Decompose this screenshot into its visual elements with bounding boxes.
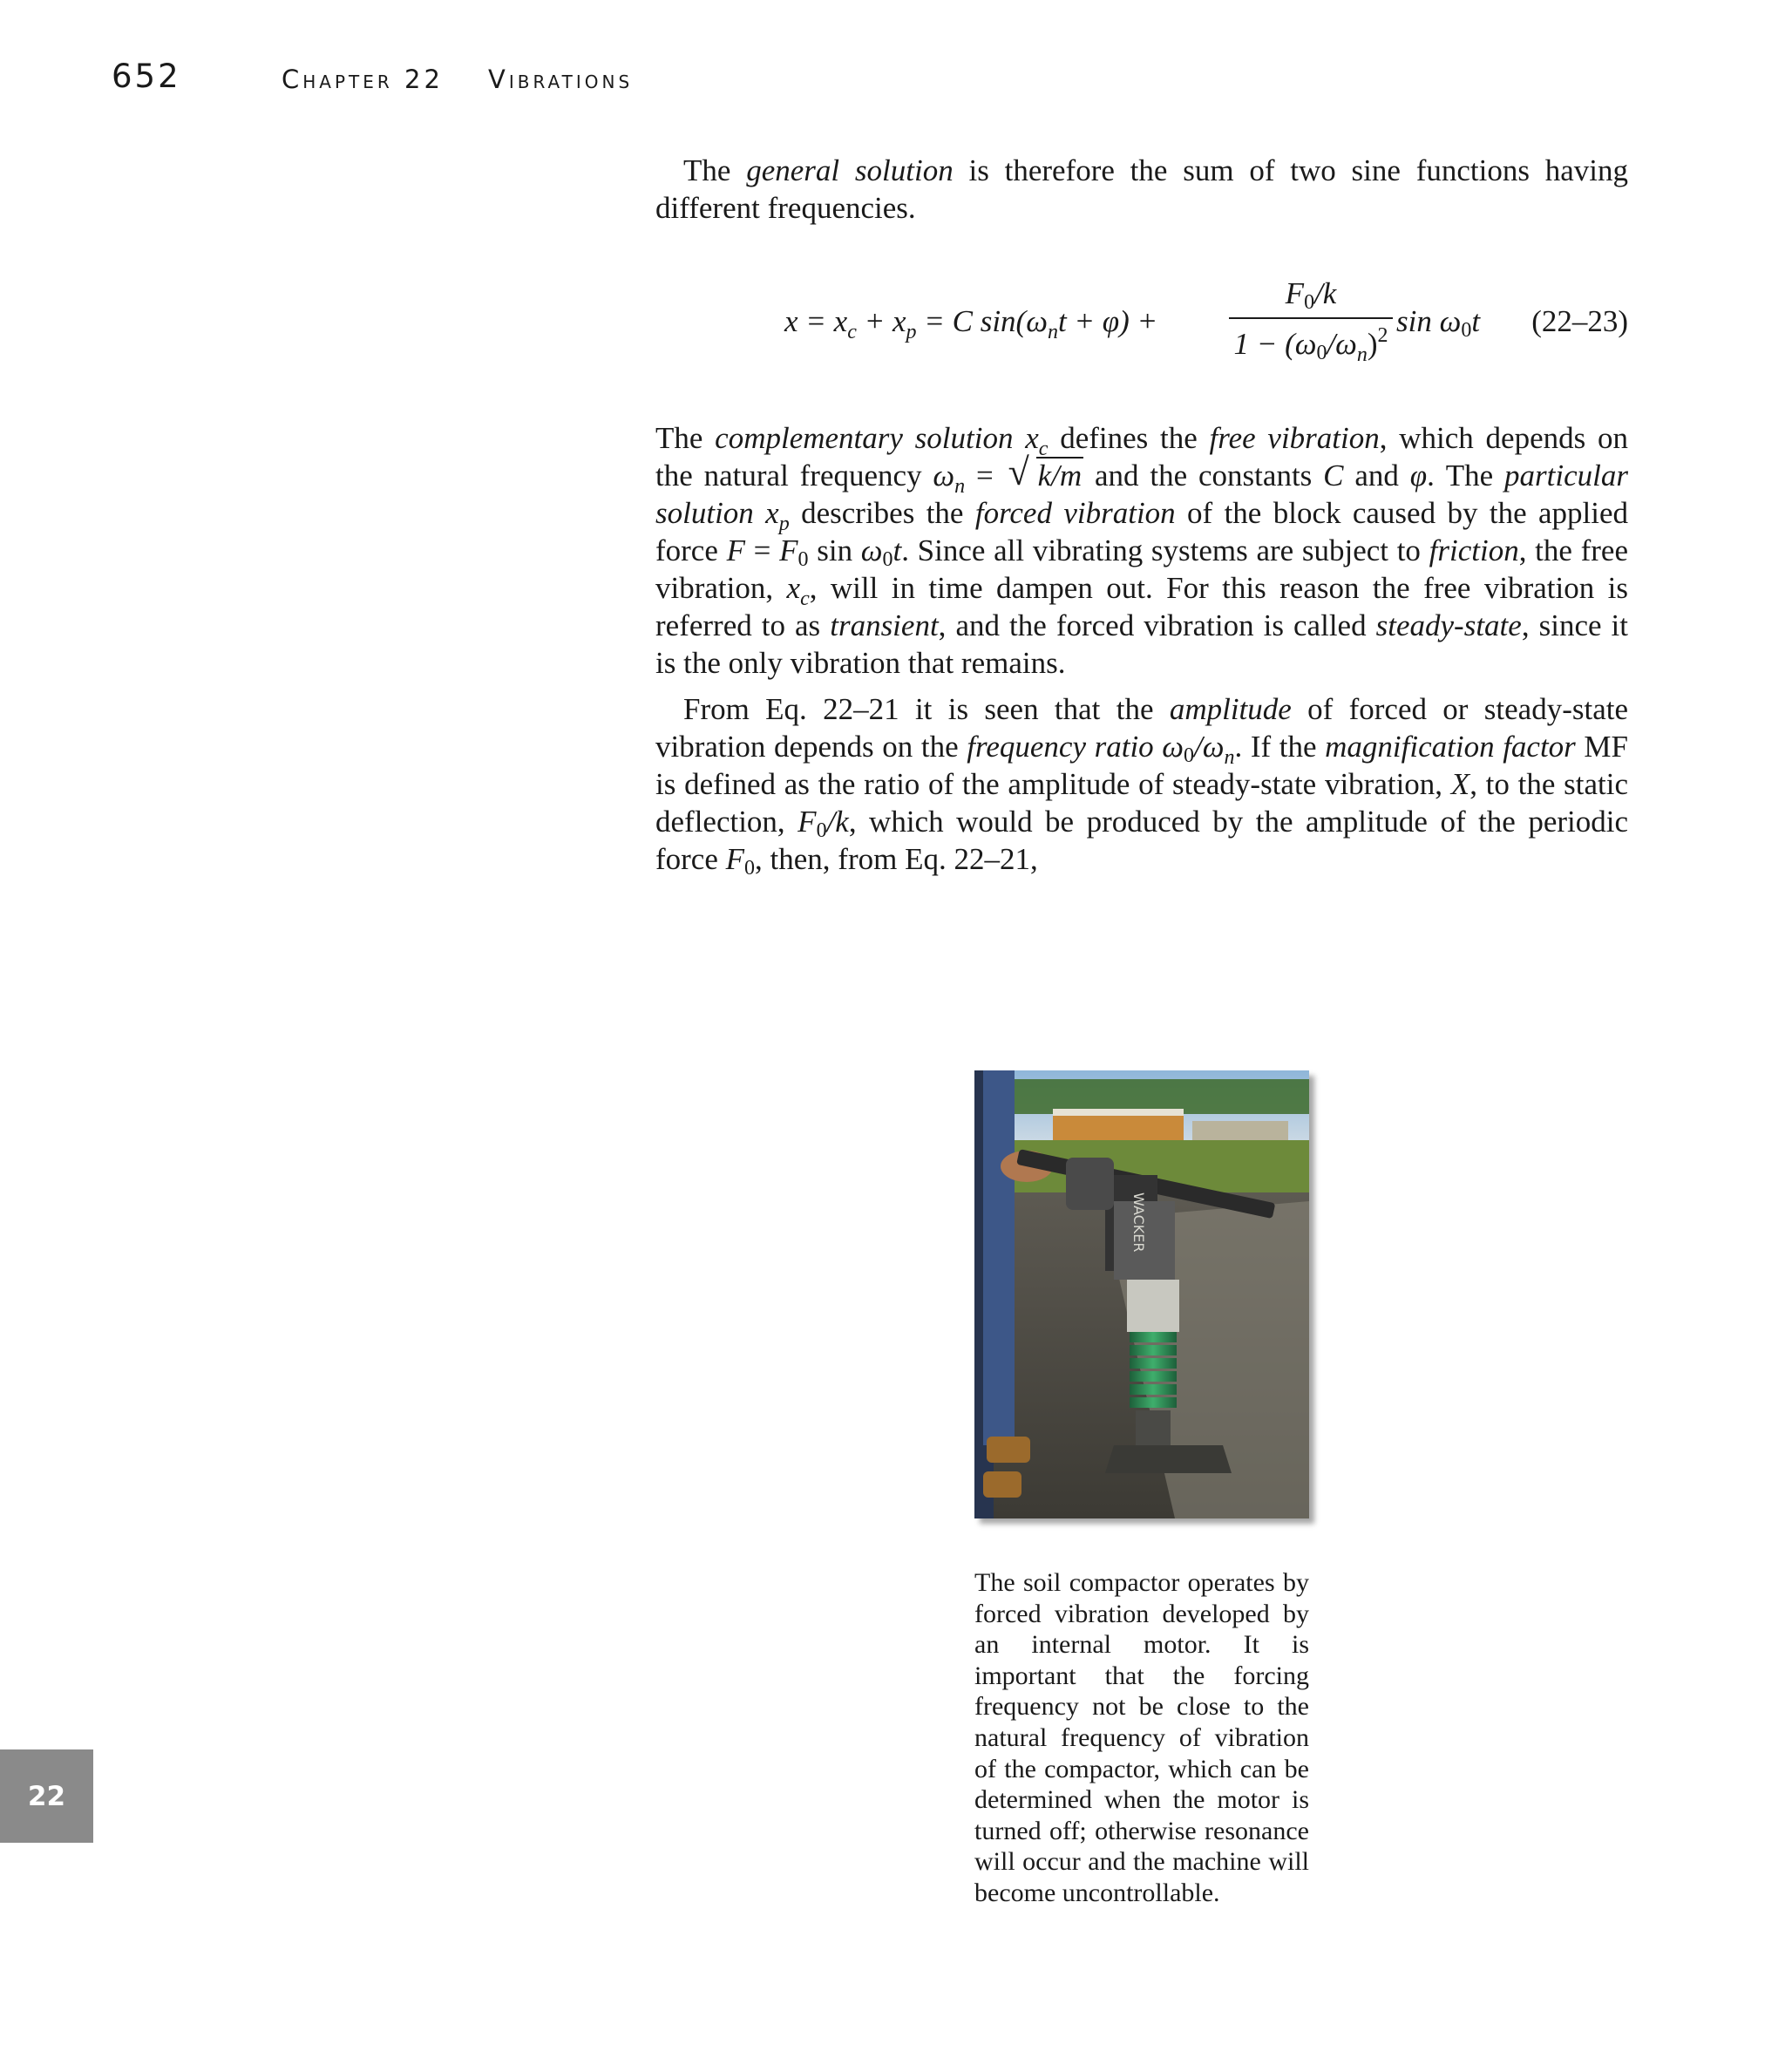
equation-left-side: $x = x_c + x_p = C$ $\sin(\omega_nt + \varphi)$ + — [784, 304, 1158, 343]
page-number: 652 — [112, 58, 181, 95]
equation-right-side: $\sin \omega_0t$ — [1396, 304, 1481, 342]
square-root: √ k/m — [1008, 451, 1083, 493]
equation-fraction — [1229, 272, 1393, 366]
equation-number: (22–23) — [1531, 304, 1628, 338]
chapter-tab: 22 — [0, 1749, 93, 1843]
photo-caption: The soil compactor operates by forced vibration developed by an internal motor. It is important that the forcing frequency not be close to the natural frequency of vibration of the compactor, which can be determined when the motor is turned off; otherwise resonance will occur and the machine will become uncontrollable. — [974, 1568, 1309, 1907]
paragraph-magnification-factor: From Eq. 22–21 it is seen that the amplitude of forced or steady-state vibration depends on the frequency ratio $\omega_0/\omega_n$. If the magnification factor MF is defined as the ratio of the amplitude of steady-state vibration, X, to the static deflection, $F_0/k$, which would be produced by the amplitude of the periodic force $F_0$, then, from Eq. 22–21, — [655, 692, 1629, 880]
chapter-title: Vibrations — [488, 65, 634, 94]
chapter-label: Chapter 22 — [282, 65, 444, 94]
paragraph-general-solution: The general solution is therefore the sum of two sine functions having different frequencies. — [655, 153, 1629, 225]
machine-lettering: WACKER — [1130, 1192, 1147, 1253]
paragraph-complementary-solution: The complementary solution $x_c$ defines the free vibration, which depends on the natural frequency $\omega_n$ = √ k/m and the constants C and φ. The particular solution $x_p$ describes the forced vibration of the block caused by the applied force $F = F_0$ $\sin \omega_0t$. Since all vibrating systems are subject to friction, the free vibration, $x_c$, will in time dampen out. For this reason the free vibration is referred to as transient, and the forced vibration is called steady-state, since it is the only vibration that remains. — [655, 421, 1628, 680]
soil-compactor-photo — [974, 1070, 1309, 1518]
running-head — [0, 58, 1785, 101]
equation-22-23 — [655, 272, 1628, 377]
fraction-bar — [1229, 317, 1393, 319]
fraction-denominator: $1 - (\omega_0/\omega_n)^2$ — [1233, 324, 1388, 366]
fraction-numerator: $F_0/k$ — [1285, 276, 1337, 314]
